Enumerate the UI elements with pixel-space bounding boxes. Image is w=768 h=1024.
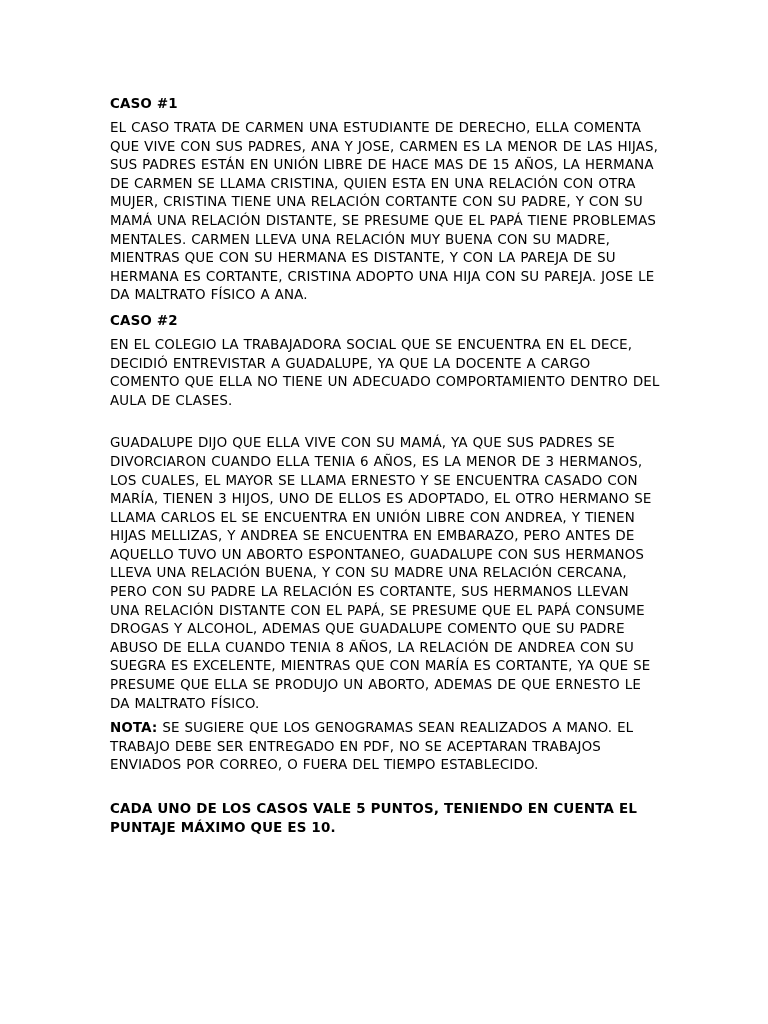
case1-paragraph: EL CASO TRATA DE CARMEN UNA ESTUDIANTE DE DERECHO, ELLA COMENTA QUE VIVE CON SUS PADRES, ANA Y JOSE, CARMEN ES LA MENOR DE LAS HIJAS, SUS PADRES ESTÁN EN UNIÓN LIBRE DE HACE MAS DE 15 AÑOS, LA HERMANA DE CARMEN SE LLAMA CRISTINA, QUIEN ESTA EN UNA RELACIÓN CON OTRA MUJER, CRISTINA TIENE UNA RELACIÓN CORTANTE CON SU PADRE, Y CON SU MAMÁ UNA RELACIÓN DISTANTE, SE PRESUME QUE EL PAPÁ TIENE PROBLEMAS MENTALES. CARMEN LLEVA UNA RELACIÓN MUY BUENA CON SU MADRE, MIENTRAS QUE CON SU HERMANA ES DISTANTE, Y CON LA PAREJA DE SU HERMANA ES CORTANTE, CRISTINA ADOPTO UNA HIJA CON SU PAREJA. JOSE LE DA MALTRATO FÍSICO A ANA. — [110, 121, 659, 304]
document-body — [110, 95, 660, 838]
case2-paragraph-2: GUADALUPE DIJO QUE ELLA VIVE CON SU MAMÁ, YA QUE SUS PADRES SE DIVORCIARON CUANDO ELLA TENIA 6 AÑOS, ES LA MENOR DE 3 HERMANOS, LOS CUALES, EL MAYOR SE LLAMA ERNESTO Y SE ENCUENTRA CASADO CON MARÍA, TIENEN 3 HIJOS, UNO DE ELLOS ES ADOPTADO, EL OTRO HERMANO SE LLAMA CARLOS EL SE ENCUENTRA EN UNIÓN LIBRE CON ANDREA, Y TIENEN HIJAS MELLIZAS, Y ANDREA SE ENCUENTRA EN EMBARAZO, PERO ANTES DE AQUELLO TUVO UN ABORTO ESPONTANEO, GUADALUPE CON SUS HERMANOS LLEVA UNA RELACIÓN BUENA, Y CON SU MADRE UNA RELACIÓN CERCANA, PERO CON SU PADRE LA RELACIÓN ES CORTANTE, SUS HERMANOS LLEVAN UNA RELACIÓN DISTANTE CON EL PAPÁ, SE PRESUME QUE EL PAPÁ CONSUME DROGAS Y ALCOHOL, ADEMAS QUE GUADALUPE COMENTO QUE SU PADRE ABUSO DE ELLA CUANDO TENIA 8 AÑOS, LA RELACIÓN DE ANDREA CON SU SUEGRA ES EXCELENTE, MIENTRAS QUE CON MARÍA ES CORTANTE, YA QUE SE PRESUME QUE ELLA SE PRODUJO UN ABORTO, ADEMAS DE QUE ERNESTO LE DA MALTRATO FÍSICO. — [110, 436, 652, 712]
note-label: NOTA: — [110, 721, 158, 737]
closing-statement: CADA UNO DE LOS CASOS VALE 5 PUNTOS, TENIENDO EN CUENTA EL PUNTAJE MÁXIMO QUE ES 10. — [110, 802, 638, 836]
note-paragraph — [110, 720, 660, 776]
case2-heading: CASO #2 — [110, 313, 178, 329]
note-text: SE SUGIERE QUE LOS GENOGRAMAS SEAN REALIZADOS A MANO. EL TRABAJO DEBE SER ENTREGADO EN PDF, NO SE ACEPTARAN TRABAJOS ENVIADOS POR CORREO, O FUERA DEL TIEMPO ESTABLECIDO. — [110, 721, 634, 774]
case1-heading: CASO #1 — [110, 97, 178, 112]
case2-paragraph-1: EN EL COLEGIO LA TRABAJADORA SOCIAL QUE SE ENCUENTRA EN EL DECE, DECIDIÓ ENTREVISTAR A GUADALUPE, YA QUE LA DOCENTE A CARGO COMENTO QUE ELLA NO TIENE UN ADECUADO COMPORTAMIENTO DENTRO DEL AULA DE CLASES. — [110, 337, 660, 409]
